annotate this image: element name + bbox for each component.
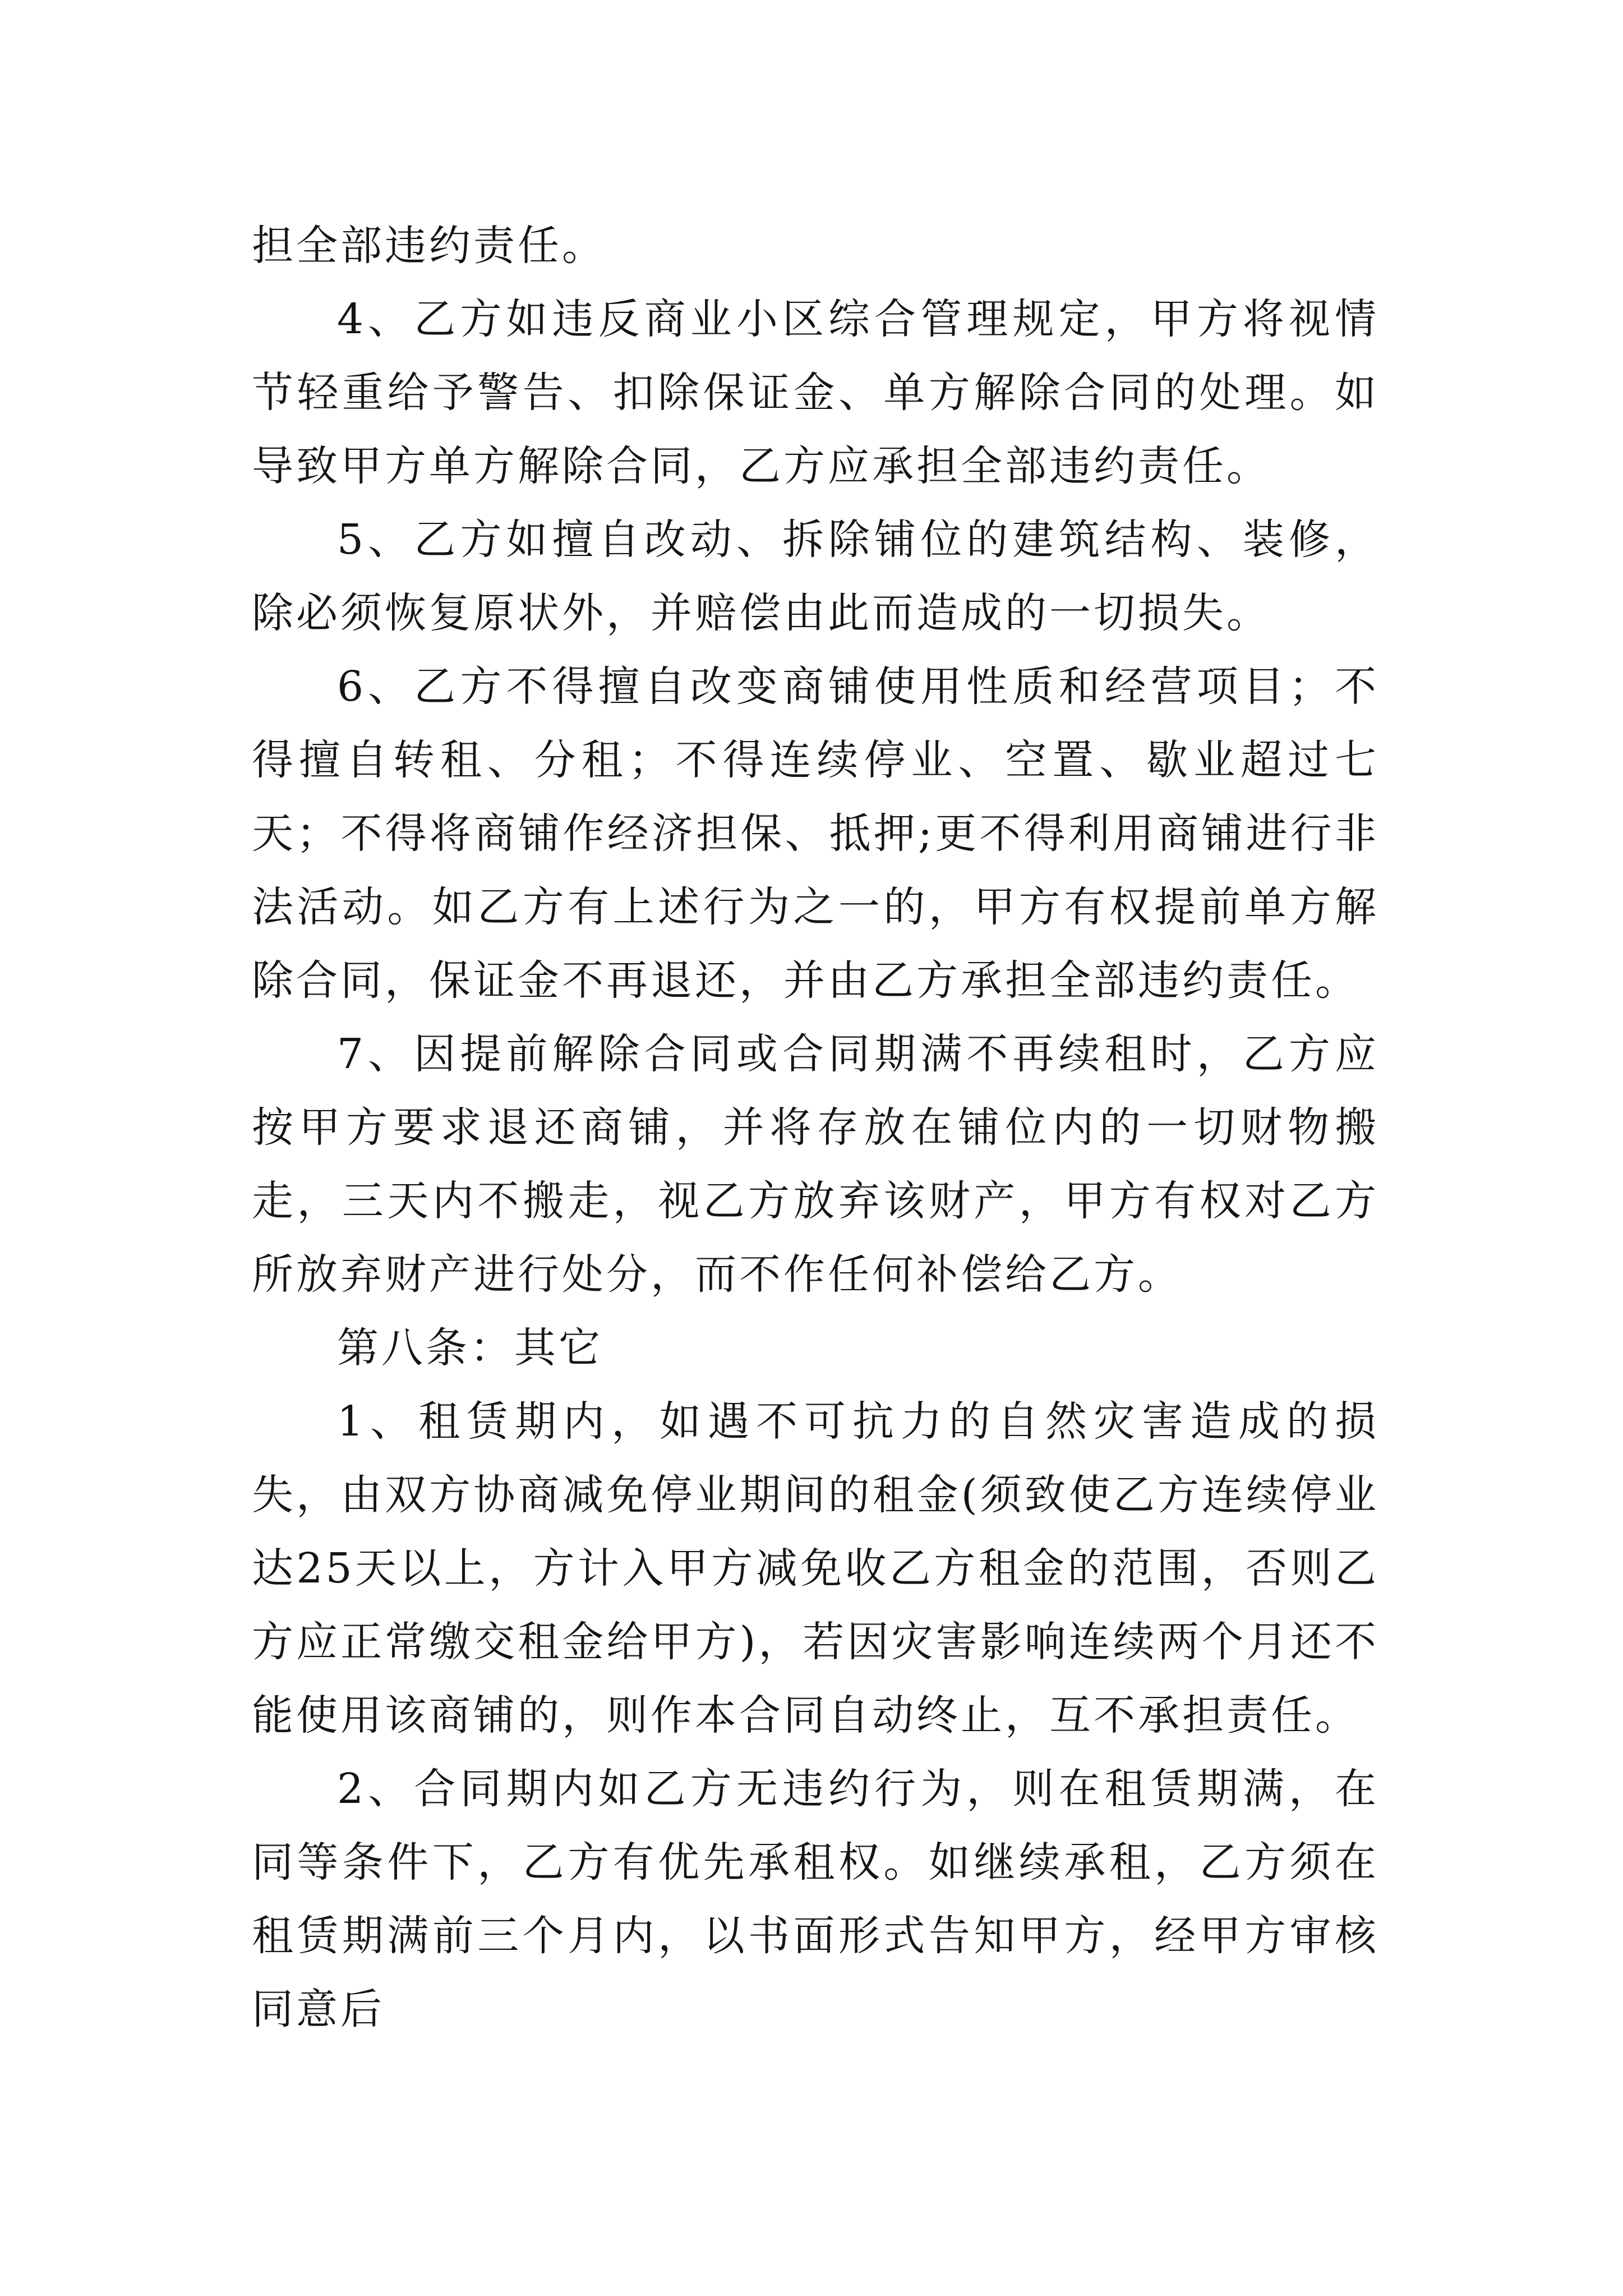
document-body [252, 209, 1379, 2046]
paragraph-liability-continued: 担全部违约责任。 [252, 222, 606, 270]
paragraph-article-8-clause-2: 2、合同期内如乙方无违约行为，则在租赁期满，在同等条件下，乙方有优先承租权。如继续承租，乙方须在租赁期满前三个月内，以书面形式告知甲方，经甲方审核同意后 [252, 1765, 1379, 2033]
paragraph-article-8-clause-1: 1、租赁期内，如遇不可抗力的自然灾害造成的损失，由双方协商减免停业期间的租金(须致使乙方连续停业达25天以上，方计入甲方减免收乙方租金的范围，否则乙方应正常缴交租金给甲方)，若因灾害影响连续两个月还不能使用该商铺的，则作本合同自动终止，互不承担责任。 [252, 1397, 1379, 1740]
paragraph-clause-7: 7、因提前解除合同或合同期满不再续租时，乙方应按甲方要求退还商铺，并将存放在铺位内的一切财物搬走，三天内不搬走，视乙方放弃该财产，甲方有权对乙方所放弃财产进行处分，而不作任何补偿给乙方。 [252, 1030, 1379, 1299]
paragraph-clause-6: 6、乙方不得擅自改变商铺使用性质和经营项目；不得擅自转租、分租；不得连续停业、空置、歇业超过七天；不得将商铺作经济担保、抵押;更不得利用商铺进行非法活动。如乙方有上述行为之一的，甲方有权提前单方解除合同，保证金不再退还，并由乙方承担全部违约责任。 [252, 662, 1379, 1005]
paragraph-clause-4: 4、乙方如违反商业小区综合管理规定，甲方将视情节轻重给予警告、扣除保证金、单方解除合同的处理。如导致甲方单方解除合同，乙方应承担全部违约责任。 [252, 295, 1379, 490]
section-heading-article-8: 第八条：其它 [337, 1324, 603, 1372]
paragraph-clause-5: 5、乙方如擅自改动、拆除铺位的建筑结构、装修，除必须恢复原状外，并赔偿由此而造成的一切损失。 [252, 516, 1379, 637]
